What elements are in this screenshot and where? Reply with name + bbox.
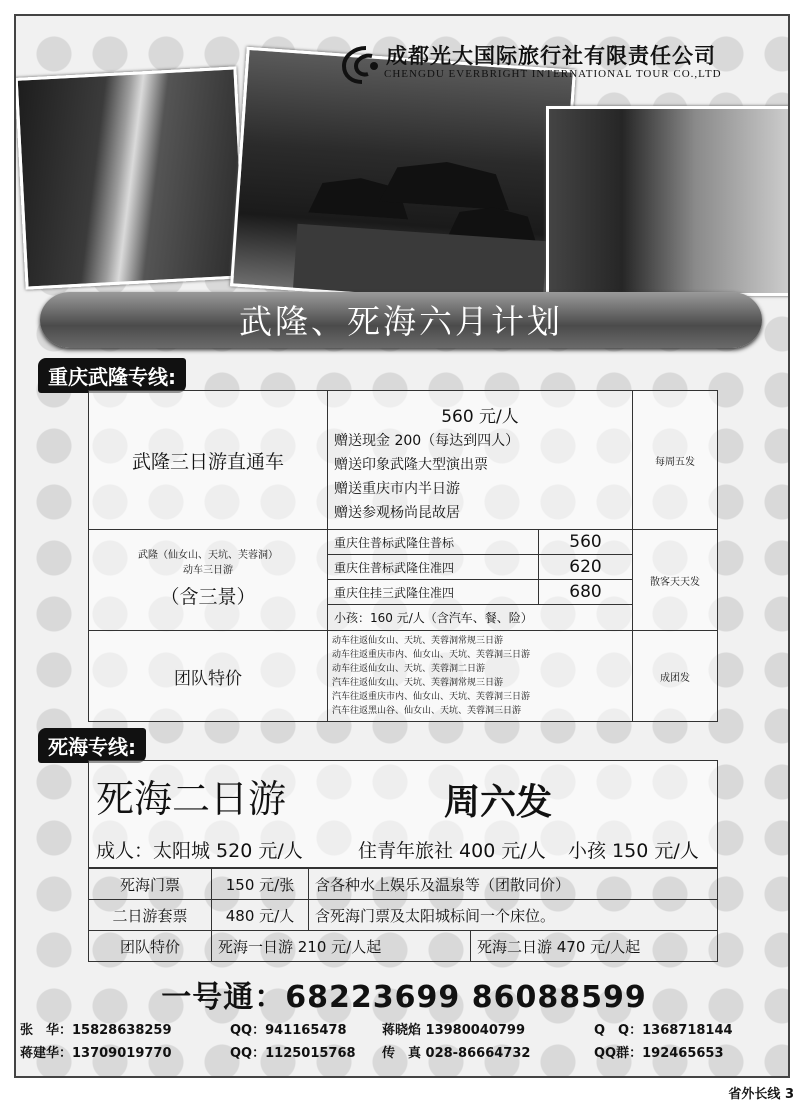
wulong-direct-name: 武隆三日游直通车 [88,390,328,530]
contact-qq: Q Q：1368718144 [594,1023,733,1038]
page-title: 武隆、死海六月计划 [239,302,563,341]
gift-line: 赠送重庆市内半日游 [334,481,460,497]
deadsea-team-twoday: 死海二日游 470 元/人起 [470,930,718,962]
contact-qq: QQ：1125015768 [230,1046,356,1061]
route-line: 汽车往返重庆市内、仙女山、天坑、芙蓉洞三日游 [332,692,531,702]
wulong-train-depart: 散客天天发 [632,529,718,631]
wulong-train-name-cell [88,529,328,631]
option-price: 680 [538,579,633,605]
contact-name-phone: 张 华：15828638259 [20,1023,172,1038]
temple-photo [230,47,576,309]
company-logo-icon [336,42,382,88]
wulong-train-line1: 武隆（仙女山、天坑、芙蓉洞） [138,550,278,561]
hotline: 一号通：68223699 86088599 [161,980,647,1015]
contact-fax: 传 真 028-86664732 [382,1046,531,1061]
option-price: 620 [538,554,633,580]
page-footer-bar [0,1080,800,1100]
child-price: 小孩：160 元/人（含汽车、餐、险） [327,604,633,631]
gift-line: 赠送参观杨尚昆故居 [334,505,460,521]
deadsea-row-price: 480 元/人 [211,899,309,931]
company-name-en: CHENGDU EVERBRIGHT INTERNATIONAL TOUR CO.,LTD [384,68,722,80]
wulong-section-label: 重庆武隆专线: [38,358,186,393]
deadsea-row-item: 二日游套票 [88,899,212,931]
cliff-photo [546,106,790,296]
deadsea-child-price: 小孩 150 元/人 [568,840,699,862]
company-name-cn: 成都光大国际旅行社有限责任公司 [386,44,716,68]
option-price: 560 [538,529,633,555]
deadsea-title: 死海二日游 [96,777,287,821]
deadsea-section-label: 死海专线: [38,728,146,763]
deadsea-team-oneday: 死海一日游 210 元/人起 [211,930,471,962]
wulong-train-note: （含三景） [160,586,256,608]
route-line: 动车往返仙女山、天坑、芙蓉洞常规三日游 [332,636,504,646]
contact-name-phone: 蒋晓焰 13980040799 [382,1023,526,1038]
route-line: 汽车往返仙女山、天坑、芙蓉洞常规三日游 [332,678,504,688]
contact-qq-group: QQ群：192465653 [594,1046,724,1061]
flyer-sheet [14,14,790,1078]
option-label: 重庆住普标武隆住准四 [327,554,539,580]
wulong-direct-depart: 每周五发 [632,390,718,530]
deadsea-depart: 周六发 [444,782,553,823]
deadsea-row-desc: 含死海门票及太阳城标间一个床位。 [308,899,718,931]
contact-name-phone: 蒋建华：13709019770 [20,1046,172,1061]
gift-line: 赠送现金 200（每达到四人） [334,433,520,449]
deadsea-hostel-price: 住青年旅社 400 元/人 [358,840,546,862]
gift-line: 赠送印象武隆大型演出票 [334,457,488,473]
wulong-team-depart: 成团发 [632,630,718,722]
wulong-direct-price: 560 元/人 [441,407,519,427]
deadsea-row-price: 150 元/张 [211,868,309,900]
deadsea-team-label: 团队特价 [88,930,212,962]
wulong-team-name: 团队特价 [88,630,328,722]
deadsea-row-item: 死海门票 [88,868,212,900]
deadsea-adult-price: 成人：太阳城 520 元/人 [96,840,303,862]
route-line: 动车往返重庆市内、仙女山、天坑、芙蓉洞三日游 [332,650,531,660]
waterfall-photo [15,66,248,289]
option-label: 重庆住挂三武隆住准四 [327,579,539,605]
route-line: 汽车往返黑山谷、仙女山、天坑、芙蓉洞三日游 [332,706,522,716]
deadsea-row-desc: 含各种水上娱乐及温泉等（团散同价） [308,868,718,900]
wulong-train-line2: 动车三日游 [183,565,233,576]
option-label: 重庆住普标武隆住普标 [327,529,539,555]
page-footer: 省外长线 3 [728,1087,794,1102]
route-line: 动车往返仙女山、天坑、芙蓉洞二日游 [332,664,486,674]
contact-qq: QQ：941165478 [230,1023,347,1038]
